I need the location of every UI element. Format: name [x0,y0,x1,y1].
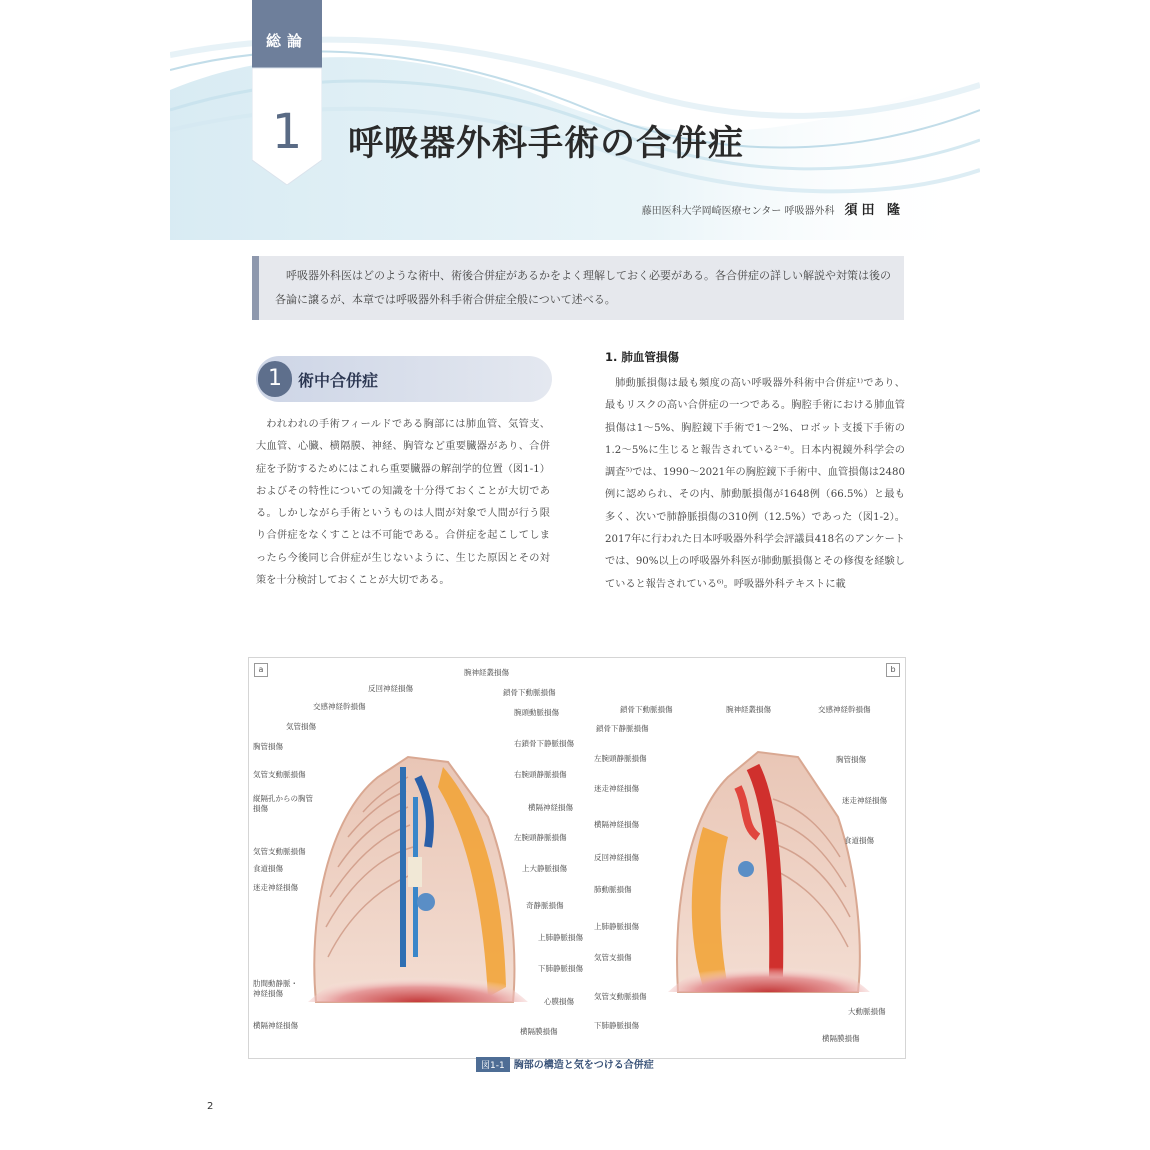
label-right-panel: 気管支動脈損傷 [594,992,647,1001]
label-right-panel: 迷走神経損傷 [842,796,887,805]
figure-illustration [248,657,906,1059]
right-column [605,373,905,596]
label-right-panel: 気管支損傷 [594,953,632,962]
label-right-panel: 横隔膜損傷 [822,1034,860,1043]
figure-caption [476,1056,654,1073]
label-center: 横隔膜損傷 [520,1027,558,1036]
label-right-panel: 下肺静脈損傷 [594,1021,639,1030]
label-left: 胸管損傷 [253,742,283,751]
label-right-panel: 食道損傷 [844,836,874,845]
label-left: 迷走神経損傷 [253,883,298,892]
subsection-title: 1. 肺血管損傷 [605,350,679,364]
section1-body: われわれの手術フィールドである胸部には肺血管、気管支、大血管、心臓、横隔膜、神経、胸管など重要臓器があり、合併症を予防するためにはこれら重要臓器の解剖学的位置（図1-1）およびその特性についての知識を十分得ておくことが大切である。しかしながら手術というものは人間が対象で人間が行う限り合併症をなくすことは不可能である。合併症を起こしてしまったら今後同じ合併症が生じないように、生じた原因とその対策を十分検討しておくことが大切である。 [256,419,550,587]
right-thorax-illustration [668,752,870,992]
left-column [256,414,550,592]
chapter-number: 1 [271,104,303,160]
label-right-panel: 左腕頭静脈損傷 [594,754,647,763]
subsection1-body: 肺動脈損傷は最も頻度の高い呼吸器外科術中合併症¹⁾であり、最もリスクの高い合併症の一つである。胸腔手術における肺血管損傷は1〜5%、胸腔鏡下手術で1〜2%、ロボット支援下手術の1.2〜5%に生じると報告されている²⁻⁴⁾。日本内視鏡外科学会の調査⁵⁾では、1990〜2021年の胸腔鏡下手術中、血管損傷は2480例に認められ、その内、肺動脈損傷が1648例（66.5%）と最も多く、次いで肺静脈損傷の310例（12.5%）であった（図1-2）。2017年に行われた日本呼吸器外科学会評議員418名のアンケートでは、90%以上の呼吸器外科医が肺動脈損傷とその修復を経験していると報告されている⁶⁾。呼吸器外科テキストに載 [605,378,905,590]
label-right-panel: 腕神経叢損傷 [726,705,771,714]
label-right-panel: 上肺静脈損傷 [594,922,639,931]
figure-caption-text: 胸部の構造と気をつける合併症 [513,1060,654,1071]
page-number: 2 [207,1101,214,1112]
label-left: 反回神経損傷 [368,684,413,693]
label-center: 左腕頭静脈損傷 [514,833,567,842]
label-right-panel: 反回神経損傷 [594,853,639,862]
label-left: 交感神経幹損傷 [313,702,366,711]
label-left: 気管支動脈損傷 [253,770,306,779]
label-left: 肋間動静脈・神経損傷 [253,979,298,998]
label-left: 気管損傷 [286,722,316,731]
label-center: 上肺静脈損傷 [538,933,583,942]
section-number-badge: 1 [258,361,292,397]
label-right-panel: 迷走神経損傷 [594,784,639,793]
figure-number-badge: 図1-1 [476,1057,510,1072]
label-right-panel: 肺動脈損傷 [594,885,632,894]
label-right-panel: 鎖骨下静脈損傷 [596,724,649,733]
figure-1-1 [248,657,906,1059]
label-center: 心膜損傷 [544,997,574,1006]
label-right-panel: 大動脈損傷 [848,1007,886,1016]
panel-tag-b: b [886,663,900,677]
label-center: 右腕頭静脈損傷 [514,770,567,779]
label-center: 腕頭動脈損傷 [514,708,559,717]
panel-tag-a: a [254,663,268,677]
label-center: 下肺静脈損傷 [538,964,583,973]
label-left: 食道損傷 [253,864,283,873]
author-affiliation: 藤田医科大学岡崎医療センター 呼吸器外科 [641,206,835,217]
left-thorax-illustration [308,757,528,1002]
abstract-box [252,256,904,320]
label-right-panel: 横隔神経損傷 [594,820,639,829]
label-center: 鎖骨下動脈損傷 [503,688,556,697]
label-left: 気管支動脈損傷 [253,847,306,856]
section-tab-label: 総論 [265,32,308,50]
label-right-panel: 胸管損傷 [836,755,866,764]
label-center: 腕神経叢損傷 [464,668,509,677]
label-center: 右鎖骨下静脈損傷 [514,739,574,748]
label-center: 上大静脈損傷 [522,864,567,873]
author-line [560,199,904,218]
abstract-text: 呼吸器外科医はどのような術中、術後合併症があるかをよく理解しておく必要がある。各合併症の詳しい解説や対策は後の各論に譲るが、本章では呼吸器外科手術合併症全般について述べる。 [275,269,891,306]
label-left: 縦隔孔からの胸管損傷 [253,794,313,813]
label-center: 奇静脈損傷 [526,901,564,910]
author-name: 須田 隆 [844,203,904,218]
label-right-panel: 交感神経幹損傷 [818,705,871,714]
label-right-panel: 鎖骨下動脈損傷 [620,705,673,714]
label-center: 横隔神経損傷 [528,803,573,812]
chapter-title: 呼吸器外科手術の合併症 [348,124,745,164]
section-title: 術中合併症 [298,371,379,390]
label-left: 横隔神経損傷 [253,1021,298,1030]
